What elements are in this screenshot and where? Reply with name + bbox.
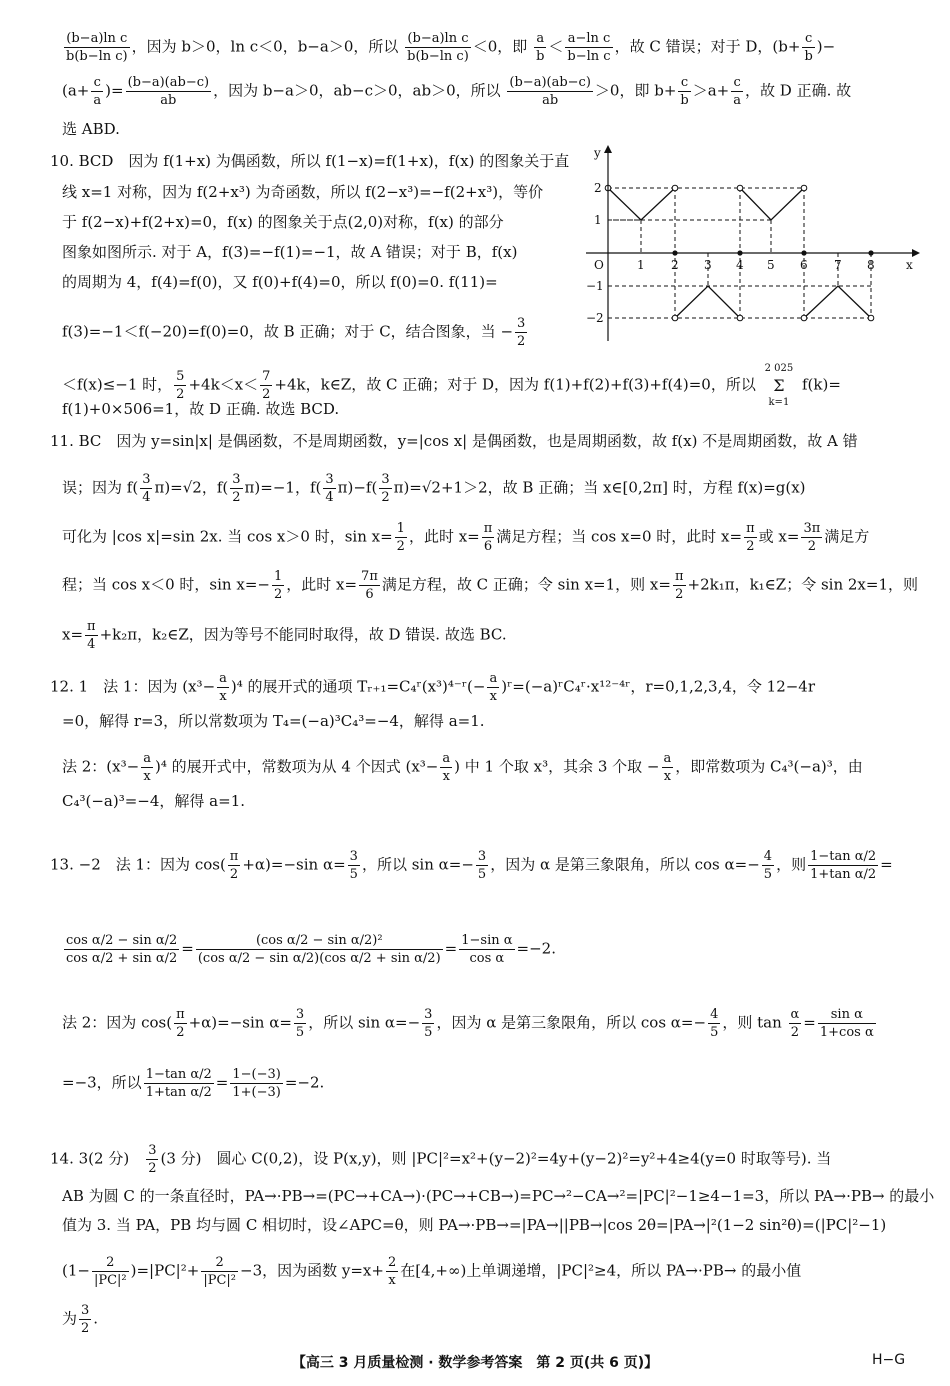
text-line-1: $\frac{\text{(b−a)ln c}}{\text{b(b−ln c)}}$ ，因为 b＞0，ln c＜0，b−a＞0，所以 $\frac{\text{(b−a)ln c}}{\text{b(b−ln c)}}$ ＜0，即 $\frac{a}{b}$ ＜ $\frac{\text{a−ln c}}{\text{b−ln c}}$ ，故 C 错误；对于 D，(b+ $\frac{c}{b}$ )− bbox=[66, 31, 836, 64]
x-axis-label: x bbox=[906, 258, 913, 272]
y-tick-1: 1 bbox=[594, 213, 602, 227]
axes bbox=[586, 149, 912, 341]
text-line-22: $\frac{\text{cos α/2 − sin α/2}}{\text{cos α/2 + sin α/2}}$ = $\frac{\text{(cos α/2 − sin α/2)²}}{\text{(cos α/2 − sin α/2)(cos α/2 + sin α/2)}}$ = $\frac{\text{1−sin α}}{\text{cos α}}$ =−2. bbox=[66, 933, 556, 966]
page-code: H−G bbox=[872, 1352, 906, 1368]
text-line-2: (a+ $\frac{c}{a}$ )= $\frac{(b-a)(ab-c)}{ab}$ ，因为 b−a＞0，ab−c＞0，ab＞0，所以 $\frac{(b-a)(ab-c)}{ab}$ ＞0，即 b+ $\frac{c}{b}$ ＞a+ $\frac{c}{a}$ ，故 D 正确. 故 bbox=[62, 75, 852, 108]
function-graph bbox=[582, 145, 922, 345]
text-line-24: =−3，所以 $\frac{\text{1−tan α/2}}{\text{1+tan α/2}}$ = $\frac{1-(-3)}{1+(-3)}$ =−2. bbox=[62, 1067, 325, 1100]
x-tick-6: 6 bbox=[800, 258, 808, 272]
x-tick-5: 5 bbox=[767, 258, 775, 272]
text-line-8: 的周期为 4，f(4)=f(0)，又 f(0)+f(4)=0，所以 f(0)=0. f(11)= bbox=[62, 273, 498, 291]
page-footer: 【高三 3 月质量检测 · 数学参考答案 第 2 页(共 6 页)】 bbox=[291, 1355, 659, 1371]
text-line-29: 为 $\frac{3}{2}$ . bbox=[62, 1303, 99, 1336]
text-line-23: 法 2：因为 cos( $\frac{\pi}{2}$ +α)=−sin α= $\frac{3}{5}$ ，所以 sin α=− $\frac{3}{5}$ ，因为 α 是第三象限角，所以 cos α=− $\frac{4}{5}$ ，则 tan $\frac{\alpha}{2}$ = $\frac{\text{sin α}}{\text{1+cos α}}$ bbox=[62, 1007, 874, 1040]
text-line-19: 法 2：(x³− $\frac{a}{x}$ )⁴ 的展开式中，常数项为从 4 个因式 (x³− $\frac{a}{x}$ ) 中 1 个取 x³，其余 3 个取 − $\frac{a}{x}$ ，即常数项为 C₄³(−a)³，由 bbox=[62, 751, 863, 784]
y-tick-neg2: −2 bbox=[586, 311, 604, 325]
text-line-27: 值为 3. 当 PA，PB 均与圆 C 相切时，设∠APC=θ，则 PA→·PB→=|PA→||PB→|cos 2θ=|PA→|²(1−2 sin²θ)=(|PC|²−1) bbox=[62, 1216, 887, 1234]
text-line-11: f(1)+0×506=1，故 D 正确. 故选 BCD. bbox=[62, 400, 340, 418]
y-axis-label: y bbox=[594, 146, 601, 160]
text-line-17: 12. 1 法 1：因为 (x³− $\frac{a}{x}$ )⁴ 的展开式的通项 Tᵣ₊₁=C₄ʳ(x³)⁴⁻ʳ(− $\frac{a}{x}$ )ʳ=(−a)ʳC₄ʳ·x¹²⁻⁴ʳ，r=0,1,2,3,4，令 12−4r bbox=[50, 671, 816, 704]
text-line-7: 图象如图所示. 对于 A，f(3)=−f(1)=−1，故 A 错误；对于 B，f(x) bbox=[62, 243, 518, 261]
text-line-9: f(3)=−1＜f(−20)=f(0)=0，故 B 正确；对于 C，结合图象，当 − $\frac{3}{2}$ bbox=[62, 316, 526, 349]
x-axis-arrow-icon bbox=[912, 249, 920, 257]
text-line-10: ＜f(x)≤−1 时， $\frac{5}{2}$ +4k＜x＜ $\frac{7}{2}$ +4k，k∈Z，故 C 正确；对于 D，因为 f(1)+f(2)+f(3)+f(4)=0，所以 2 025 Σ k=1 f(k)= bbox=[62, 363, 841, 408]
text-line-12: 11. BC 因为 y=sin|x| 是偶函数，不是周期函数，y=|cos x| 是偶函数，也是周期函数，故 f(x) 不是周期函数，故 A 错 bbox=[50, 432, 858, 450]
text-line-6: 于 f(2−x)+f(2+x)=0，f(x) 的图象关于点(2,0)对称，f(x) 的部分 bbox=[62, 213, 504, 231]
text-line-5: 线 x=1 对称，因为 f(2+x³) 为奇函数，所以 f(2−x³)=−f(2+x³)，等价 bbox=[62, 183, 544, 201]
text-line-25: 14. 3(2 分) $\frac{3}{2}$ (3 分) 圆心 C(0,2)，设 P(x,y)，则 |PC|²=x²+(y−2)²=4y+(y−2)²=y²+4≥4(y=0 时取等号). 当 bbox=[50, 1143, 832, 1176]
origin-label: O bbox=[594, 258, 604, 272]
x-tick-7: 7 bbox=[834, 258, 842, 272]
text-line-21: 13. −2 法 1：因为 cos( $\frac{\pi}{2}$ +α)=−sin α= $\frac{3}{5}$ ，所以 sin α=− $\frac{3}{5}$ ，因为 α 是第三象限角，所以 cos α=− $\frac{4}{5}$ ，则 $\frac{\text{1−tan α/2}}{\text{1+tan α/2}}$ = bbox=[50, 849, 893, 882]
y-tick-neg1: −1 bbox=[586, 279, 604, 293]
x-tick-4: 4 bbox=[736, 258, 744, 272]
text-line-26: AB 为圆 C 的一条直径时，PA→·PB→=(PC→+CA→)·(PC→+CB→)=PC→²−CA→²=|PC|²−1≥4−1=3，所以 PA→·PB→ 的最小 bbox=[62, 1187, 935, 1205]
text-line-16: x= $\frac{\pi}{4}$ +k₂π，k₂∈Z，因为等号不能同时取得，故 D 错误. 故选 BC. bbox=[62, 619, 507, 652]
text-line-13: 误；因为 f( $\frac{3}{4}$ π)=√2，f( $\frac{3}{2}$ π)=−1，f( $\frac{3}{4}$ π)−f( $\frac{3}{2}$ π)=√2+1＞2，故 B 正确；当 x∈[0,2π] 时，方程 f(x)=g(x) bbox=[62, 472, 806, 505]
text-line-20: C₄³(−a)³=−4，解得 a=1. bbox=[62, 792, 246, 810]
y-tick-2: 2 bbox=[594, 181, 602, 195]
y-axis-arrow-icon bbox=[604, 145, 612, 153]
x-tick-2: 2 bbox=[671, 258, 679, 272]
text-line-4: 10. BCD 因为 f(1+x) 为偶函数，所以 f(1−x)=f(1+x)，f(x) 的图象关于直 bbox=[50, 152, 570, 170]
text-line-18: =0，解得 r=3，所以常数项为 T₄=(−a)³C₄³=−4，解得 a=1. bbox=[62, 712, 485, 730]
text-line-15: 程；当 cos x＜0 时，sin x=− $\frac{1}{2}$ ，此时 x= $\frac{7\pi}{6}$ 满足方程，故 C 正确；令 sin x=1，则 x= $\frac{\pi}{2}$ +2k₁π，k₁∈Z；令 sin 2x=1，则 bbox=[62, 569, 919, 602]
text-line-3: 选 ABD. bbox=[62, 120, 120, 138]
x-tick-1: 1 bbox=[637, 258, 645, 272]
text-line-28: (1− $\frac{2}{\text{|PC|²}}$ )=|PC|²+ $\frac{2}{\text{|PC|²}}$ −3，因为函数 y=x+ $\frac{2}{x}$ 在[4,+∞)上单调递增，|PC|²≥4，所以 PA→·PB→ 的最小值 bbox=[62, 1255, 802, 1288]
x-tick-3: 3 bbox=[704, 258, 712, 272]
x-tick-8: 8 bbox=[867, 258, 875, 272]
text-line-14: 可化为 |cos x|=sin 2x. 当 cos x＞0 时，sin x= $\frac{1}{2}$ ，此时 x= $\frac{\pi}{6}$ 满足方程；当 cos x=0 时，此时 x= $\frac{\pi}{2}$ 或 x= $\frac{3\pi}{2}$ 满足方 bbox=[62, 521, 870, 554]
